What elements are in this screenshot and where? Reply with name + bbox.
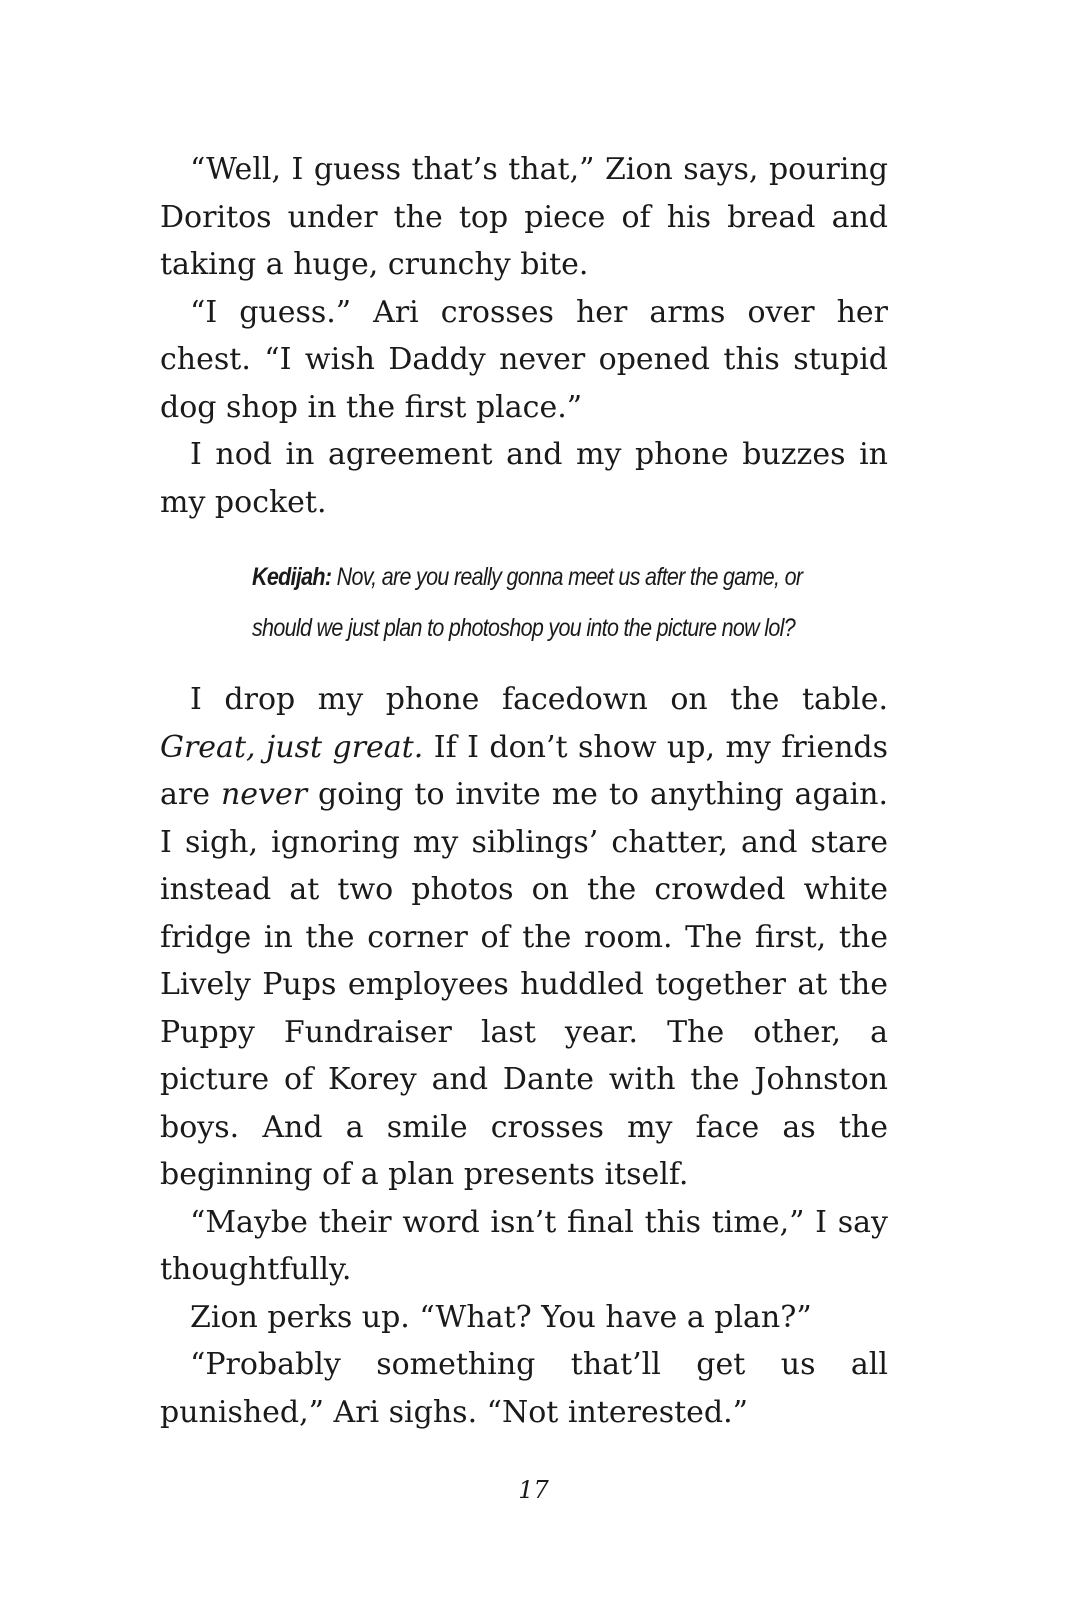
paragraph-zion-doritos: “Well, I guess that’s that,” Zion says, pouring Doritos under the top piece of his bread and taking a huge, crunchy bite.	[160, 152, 888, 282]
text-message	[252, 552, 811, 654]
drop-phone-italic-great: Great, just great.	[160, 729, 424, 765]
page-body	[160, 146, 888, 1436]
drop-phone-text-1: I drop my phone facedown on the table.	[190, 682, 888, 717]
drop-phone-text-2: If I don’t show up, my friends are	[160, 729, 888, 812]
drop-phone-text-3: going to invite me to anything again. I sigh, ignoring my siblings’ chatter, and stare instead at two photos on the crowded white fridge in the corner of the room. The first, the Lively Pups employees huddled together at the Puppy Fundraiser last year. The other, a picture of Korey and Dante with the Johnston boys. And a smile crosses my face as the beginning of a plan presents itself.	[160, 777, 888, 1192]
page-number: 17	[518, 1476, 549, 1504]
paragraph-ari-guess: “I guess.” Ari crosses her arms over her chest. “I wish Daddy never opened this stupid dog shop in the first place.”	[160, 294, 888, 425]
paragraph-maybe-word: “Maybe their word isn’t final this time,” I say thoughtfully.	[160, 1204, 888, 1287]
paragraph-zion-perks: Zion perks up. “What? You have a plan?”	[190, 1299, 812, 1335]
text-message-body: Nov, are you really gonna meet us after the game, or should we just plan to photoshop you into the picture now lol?	[252, 563, 803, 642]
paragraph-ari-sighs: “Probably something that’ll get us all punished,” Ari sighs. “Not interested.”	[160, 1347, 888, 1430]
paragraph-drop-phone	[160, 676, 888, 1199]
drop-phone-italic-never: never	[220, 777, 308, 812]
paragraph-phone-buzzes: I nod in agreement and my phone buzzes in my pocket.	[160, 437, 888, 520]
text-message-sender: Kedijah:	[252, 563, 332, 591]
